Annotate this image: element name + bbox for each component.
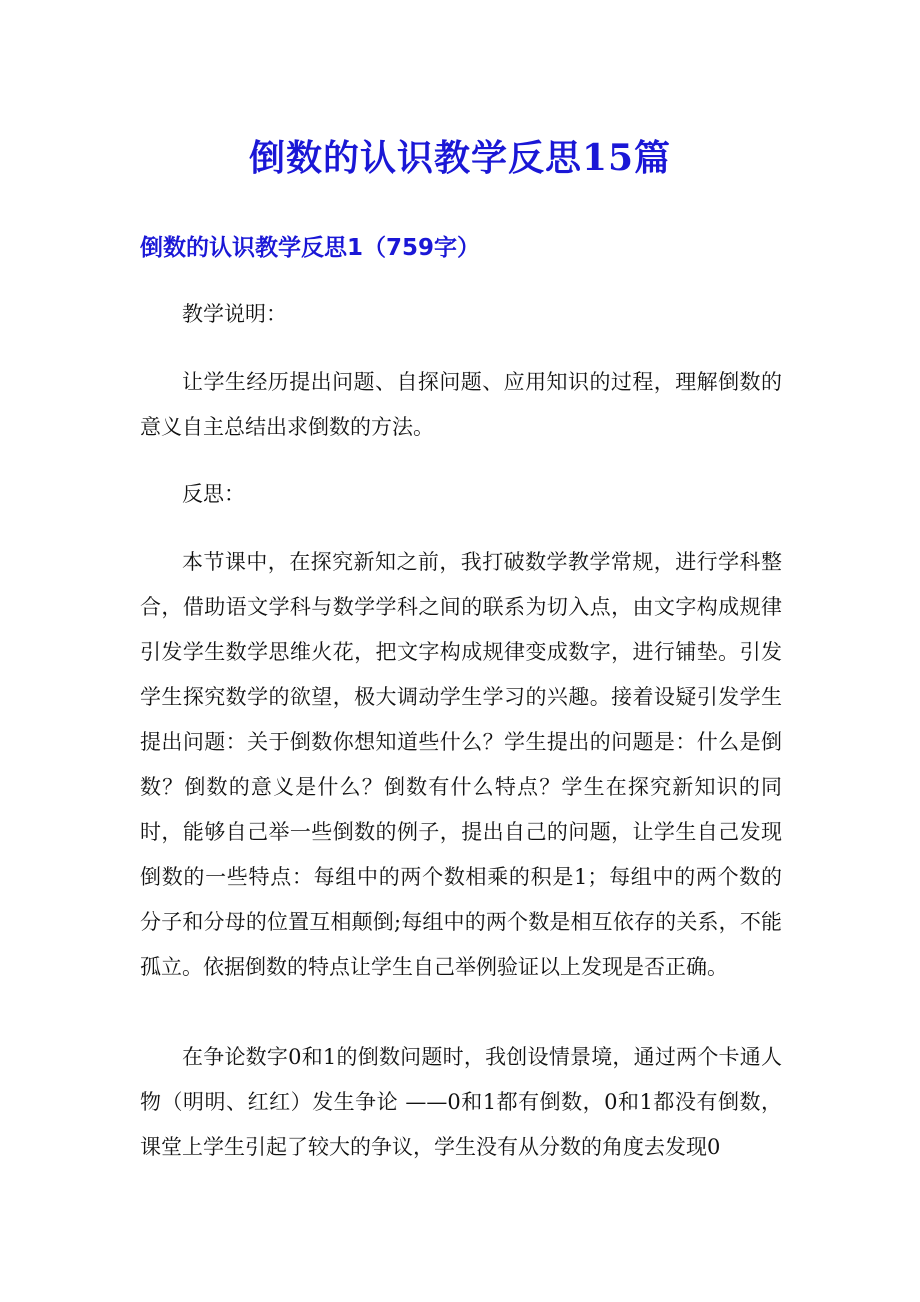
paragraph-teaching-note: 让学生经历提出问题、自探问题、应用知识的过程，理解倒数的意义自主总结出求倒数的方法。	[140, 370, 782, 439]
paragraph-teaching-note-label: 教学说明：	[182, 302, 287, 326]
section-heading: 倒数的认识教学反思1（759字）	[140, 235, 481, 261]
paragraph-reflection-body: 本节课中，在探究新知之前，我打破数学教学常规，进行学科整合，借助语文学科与数学学科之间的联系为切入点，由文字构成规律引发学生数学思维火花，把文字构成规律变成数字，进行铺垫。引发学生探究数学的欲望，极大调动学生学习的兴趣。接着设疑引发学生提出问题：关于倒数你想知道些什么？学生提出的问题是：什么是倒数？倒数的意义是什么？倒数有什么特点？学生在探究新知识的同时，能够自己举一些倒数的例子，提出自己的问题，让学生自己发现倒数的一些特点：每组中的两个数相乘的积是1；每组中的两个数的分子和分母的位置互相颠倒;每组中的两个数是相互依存的关系，不能孤立。依据倒数的特点让学生自己举例验证以上发现是否正确。	[140, 550, 782, 979]
document-title: 倒数的认识教学反思15篇	[248, 137, 672, 179]
paragraph-reflection-label: 反思：	[182, 482, 245, 506]
paragraph-zero-one-debate: 在争论数字0和1的倒数问题时，我创设情景境，通过两个卡通人物（明明、红红）发生争论 ——0和1都有倒数，0和1都没有倒数，课堂上学生引起了较大的争议，学生没有从分数的角度去发现0	[140, 1045, 782, 1159]
